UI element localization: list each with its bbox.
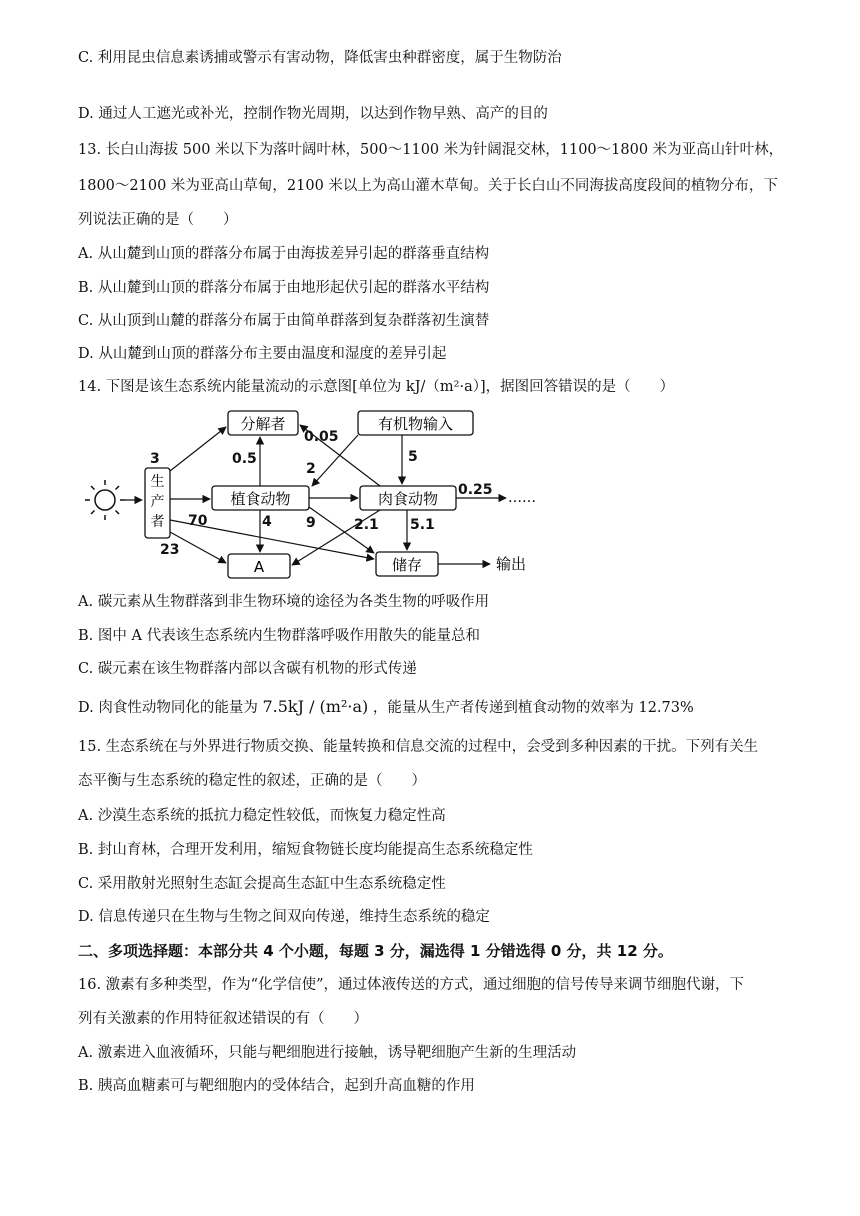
q16-stem-line1: 16. 激素有多种类型，作为“化学信使”，通过体液传送的方式，通过细胞的信号传导来调节细胞代谢，下 (78, 977, 744, 993)
decomposer-box (228, 411, 298, 435)
q14-option-c: C. 碳元素在该生物群落内部以含碳有机物的形式传递 (78, 661, 417, 677)
q14-option-d (78, 697, 694, 718)
energy-flow-diagram (80, 405, 550, 585)
herbivore-label: 植食动物 (230, 490, 291, 508)
q12-option-c: C. 利用昆虫信息素诱捕或警示有害动物，降低害虫种群密度，属于生物防治 (78, 50, 562, 66)
producer-label-1: 生 (150, 474, 165, 490)
value-0-25: 0.25 (458, 482, 493, 498)
a-box (228, 554, 290, 578)
value-0-5: 0.5 (232, 451, 257, 467)
storage-label: 储存 (391, 556, 423, 574)
q15-stem-line1: 15. 生态系统在与外界进行物质交换、能量转换和信息交流的过程中，会受到多种因素的干扰。下列有关生 (78, 739, 759, 755)
q15-option-c: C. 采用散射光照射生态缸会提高生态缸中生态系统稳定性 (78, 876, 446, 892)
q13-stem-line2: 1800～2100 米为亚高山草甸，2100 米以上为高山灌木草甸。关于长白山不同海拔高度段间的植物分布，下 (78, 178, 778, 194)
q16-option-a: A. 激素进入血液循环，只能与靶细胞进行接触，诱导靶细胞产生新的生理活动 (78, 1045, 577, 1061)
q13-option-d: D. 从山麓到山顶的群落分布主要由温度和湿度的差异引起 (78, 346, 447, 362)
ellipsis-label: …… (508, 490, 536, 506)
producer-box (145, 468, 170, 538)
producer-label-3: 者 (150, 514, 165, 530)
organic-input-box (358, 411, 473, 435)
carnivore-label: 肉食动物 (377, 490, 439, 508)
q14-option-d-prefix: D. 肉食性动物同化的能量为 (78, 700, 258, 716)
value-70: 70 (188, 513, 208, 529)
value-23: 23 (160, 542, 180, 558)
herbivore-box (212, 486, 309, 510)
value-4: 4 (262, 514, 272, 530)
q12-option-d: D. 通过人工遮光或补光，控制作物光周期，以达到作物早熟、高产的目的 (78, 106, 548, 122)
q16-option-b: B. 胰高血糖素可与靶细胞内的受体结合，起到升高血糖的作用 (78, 1078, 475, 1094)
value-5-1: 5.1 (410, 517, 435, 533)
q14-option-a: A. 碳元素从生物群落到非生物环境的途径为各类生物的呼吸作用 (78, 594, 490, 610)
q16-stem-line2: 列有关激素的作用特征叙述错误的有（ ） (78, 1011, 368, 1027)
section-heading: 二、多项选择题：本部分共 4 个小题，每题 3 分，漏选得 1 分错选得 0 分，共 12 分。 (78, 942, 673, 960)
value-0-05: 0.05 (304, 429, 339, 445)
value-2-1: 2.1 (354, 517, 379, 533)
q15-option-a: A. 沙漠生态系统的抵抗力稳定性较低，而恢复力稳定性高 (78, 808, 446, 824)
q13-stem-line1: 13. 长白山海拔 500 米以下为落叶阔叶林，500～1100 米为针阔混交林，1100～1800 米为亚高山针叶林， (78, 142, 784, 158)
decomposer-label: 分解者 (240, 415, 286, 433)
q15-option-b: B. 封山育林，合理开发利用，缩短食物链长度均能提高生态系统稳定性 (78, 842, 533, 858)
q14-stem: 14. 下图是该生态系统内能量流动的示意图[单位为 kJ/（m²·a）]，据图回答错误的是（ ） (78, 379, 675, 395)
q14-option-d-suffix: ，能量从生产者传递到植食动物的效率为 12.73% (372, 700, 694, 716)
value-9: 9 (306, 515, 316, 531)
q15-option-d: D. 信息传递只在生物与生物之间双向传递，维持生态系统的稳定 (78, 909, 490, 925)
storage-box (376, 552, 438, 576)
organic-input-label: 有机物输入 (377, 415, 454, 433)
producer-label-2: 产 (150, 494, 165, 510)
q13-option-a: A. 从山麓到山顶的群落分布属于由海拔差异引起的群落垂直结构 (78, 246, 490, 262)
q13-option-b: B. 从山麓到山顶的群落分布属于由地形起伏引起的群落水平结构 (78, 280, 490, 296)
q13-stem-line3: 列说法正确的是（ ） (78, 212, 238, 228)
q15-stem-line2: 态平衡与生态系统的稳定性的叙述，正确的是（ ） (78, 773, 426, 789)
q14-option-d-formula: 7.5kJ / (m²·a) (262, 697, 369, 716)
output-label: 输出 (496, 555, 527, 573)
value-3: 3 (150, 451, 160, 467)
q14-option-b: B. 图中 A 代表该生态系统内生物群落呼吸作用散失的能量总和 (78, 628, 481, 644)
value-2: 2 (306, 461, 316, 477)
q13-option-c: C. 从山顶到山麓的群落分布属于由简单群落到复杂群落初生演替 (78, 313, 490, 329)
a-label: A (253, 558, 265, 576)
sun-icon (85, 480, 125, 520)
carnivore-box (360, 486, 456, 510)
value-5: 5 (408, 449, 418, 465)
